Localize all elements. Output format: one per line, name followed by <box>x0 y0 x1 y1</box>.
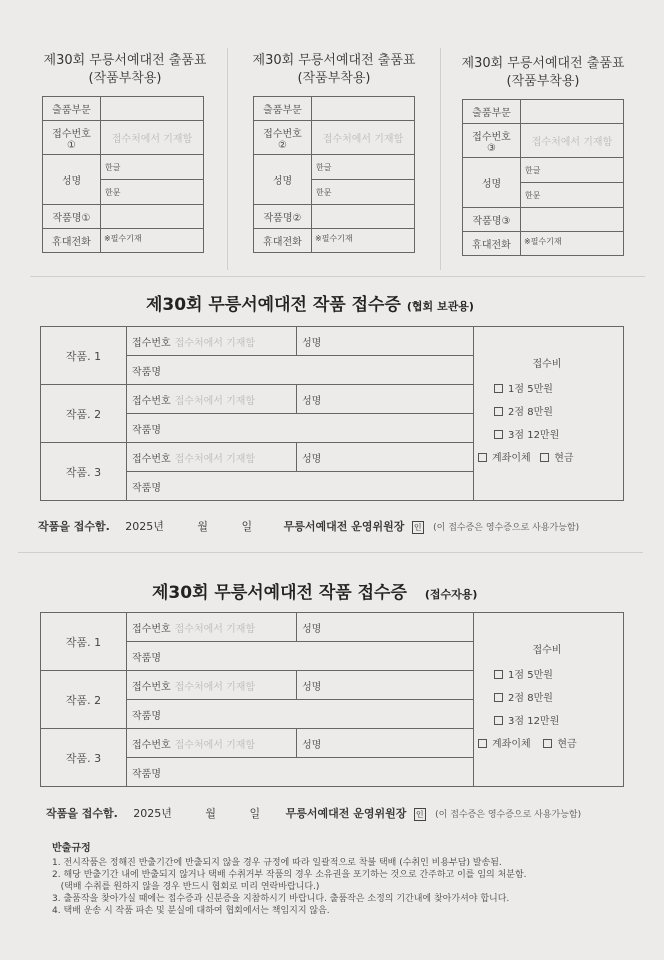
fee-option-3[interactable]: 3점 12만원 <box>494 426 618 441</box>
name-label: 성명 <box>43 155 101 205</box>
division-field[interactable] <box>521 100 624 124</box>
fee-panel <box>474 327 624 501</box>
receipt-no-cell: 접수번호 접수처에서 기재함 <box>127 613 297 642</box>
fee-title: 접수비 <box>532 359 562 370</box>
rule-line: (택배 수취를 원하지 않을 경우 반드시 협회로 미리 연락바랍니다.) <box>52 882 320 892</box>
receipt-confirm: 작품을 접수함. 2025년 월 일 무릉서예대전 운영위원장 인 (이 접수증은 영수증으로 사용가능함) <box>38 520 580 533</box>
item-label: 작품. 3 <box>41 443 127 501</box>
name-hanja-field[interactable]: 한문 <box>312 180 415 205</box>
receipt-no-cell: 접수번호 접수처에서 기재함 <box>127 443 297 472</box>
work-field[interactable] <box>101 205 204 229</box>
checkbox <box>494 670 503 679</box>
checkbox <box>543 739 552 748</box>
seal-mark: 인 <box>415 810 424 819</box>
phone-label: 휴대전화 <box>43 229 101 253</box>
name-label: 성명 <box>254 155 312 205</box>
checkbox <box>478 739 487 748</box>
receipt-no-field: 접수처에서 기재함 <box>521 124 624 158</box>
payment-options[interactable]: 계좌이체 현금 <box>478 449 618 464</box>
rule-line: 3. 출품작을 찾아가실 때에는 접수증과 신분증을 지참하시기 바랍니다. 출품작은 소정의 기간내에 찾아가셔야 합니다. <box>52 894 510 904</box>
receipt-no-cell: 접수번호 접수처에서 기재함 <box>127 385 297 414</box>
receipt-no-label: 접수번호 ① <box>43 121 101 155</box>
receipt-suffix: (접수자용) <box>424 588 478 601</box>
entry-tag-1 <box>30 52 220 253</box>
name-cell[interactable]: 성명 <box>297 729 474 758</box>
fee-title: 접수비 <box>532 645 562 656</box>
receipt-suffix: (협회 보관용) <box>406 300 474 313</box>
work-field[interactable] <box>312 205 415 229</box>
section-divider <box>18 552 643 553</box>
work-cell[interactable]: 작품명 <box>127 758 474 787</box>
name-cell[interactable]: 성명 <box>297 443 474 472</box>
tag-title: 제30회 무릉서예대전 출품표 <box>252 53 416 68</box>
division-label: 출품부문 <box>463 100 521 124</box>
fee-option-2[interactable]: 2점 8만원 <box>494 403 618 418</box>
work-field[interactable] <box>521 208 624 232</box>
column-divider <box>440 48 441 270</box>
work-cell[interactable]: 작품명 <box>127 414 474 443</box>
receipt-no-cell: 접수번호 접수처에서 기재함 <box>127 729 297 758</box>
receipt-no-label: 접수번호 ② <box>254 121 312 155</box>
entry-tag-3 <box>448 55 638 256</box>
tag-title: 제30회 무릉서예대전 출품표 <box>43 53 207 68</box>
name-cell[interactable]: 성명 <box>297 385 474 414</box>
phone-field[interactable]: ※필수기재 <box>101 229 204 253</box>
name-hanja-field[interactable]: 한문 <box>521 183 624 208</box>
phone-field[interactable]: ※필수기재 <box>521 232 624 256</box>
receipt-title: 제30회 무릉서예대전 작품 접수증 (협회 보관용) <box>146 295 474 315</box>
name-cell[interactable]: 성명 <box>297 327 474 356</box>
entry-tag-2 <box>239 52 429 253</box>
phone-label: 휴대전화 <box>463 232 521 256</box>
tag-title: 제30회 무릉서예대전 출품표 <box>461 56 625 71</box>
rules-title: 반출규정 <box>52 843 91 854</box>
name-hangul-field[interactable]: 한글 <box>521 158 624 183</box>
receipt-no-cell: 접수번호 접수처에서 기재함 <box>127 327 297 356</box>
checkbox <box>494 716 503 725</box>
receipt-no-field: 접수처에서 기재함 <box>312 121 415 155</box>
tag-table <box>462 99 624 256</box>
receipt-no-label: 접수번호 ③ <box>463 124 521 158</box>
name-label: 성명 <box>463 158 521 208</box>
item-label: 작품. 3 <box>41 729 127 787</box>
name-hangul-field[interactable]: 한글 <box>312 155 415 180</box>
checkbox <box>540 453 549 462</box>
fee-option-1[interactable]: 1점 5만원 <box>494 666 618 681</box>
item-label: 작품. 1 <box>41 327 127 385</box>
payment-options[interactable]: 계좌이체 현금 <box>478 735 618 750</box>
checkbox <box>494 407 503 416</box>
tag-subtitle: (작품부착용) <box>297 71 371 86</box>
fee-option-3[interactable]: 3점 12만원 <box>494 712 618 727</box>
return-rules <box>52 843 527 917</box>
work-label: 작품명③ <box>463 208 521 232</box>
tag-table <box>253 96 415 253</box>
section-divider <box>30 276 645 277</box>
work-cell[interactable]: 작품명 <box>127 700 474 729</box>
receipt-no-cell: 접수번호 접수처에서 기재함 <box>127 671 297 700</box>
work-label: 작품명① <box>43 205 101 229</box>
item-label: 작품. 2 <box>41 385 127 443</box>
fee-option-2[interactable]: 2점 8만원 <box>494 689 618 704</box>
checkbox <box>494 693 503 702</box>
work-label: 작품명② <box>254 205 312 229</box>
name-hanja-field[interactable]: 한문 <box>101 180 204 205</box>
checkbox <box>494 384 503 393</box>
item-label: 작품. 2 <box>41 671 127 729</box>
name-cell[interactable]: 성명 <box>297 671 474 700</box>
item-label: 작품. 1 <box>41 613 127 671</box>
receipt-table <box>40 326 624 501</box>
fee-panel <box>474 613 624 787</box>
checkbox <box>478 453 487 462</box>
work-cell[interactable]: 작품명 <box>127 356 474 385</box>
receipt-no-field: 접수처에서 기재함 <box>101 121 204 155</box>
tag-subtitle: (작품부착용) <box>88 71 162 86</box>
checkbox <box>494 430 503 439</box>
phone-field[interactable]: ※필수기재 <box>312 229 415 253</box>
rule-line: 4. 택배 운송 시 작품 파손 및 분실에 대하여 협회에서는 책임지지 않음. <box>52 906 330 916</box>
fee-option-1[interactable]: 1점 5만원 <box>494 380 618 395</box>
seal-mark: 인 <box>413 523 422 532</box>
division-label: 출품부문 <box>43 97 101 121</box>
phone-label: 휴대전화 <box>254 229 312 253</box>
division-field[interactable] <box>101 97 204 121</box>
rule-line: 1. 전시작품은 정해진 반출기간에 반출되지 않을 경우 규정에 따라 일괄적으로 착불 택배 (수취인 비용부담) 발송됨. <box>52 858 502 868</box>
rule-line: 2. 해당 반출기간 내에 반출되지 않거나 택배 수취거부 작품의 경우 소유권을 포기하는 것으로 간주하고 이를 임의 처분함. <box>52 870 527 880</box>
work-cell[interactable]: 작품명 <box>127 472 474 501</box>
division-field[interactable] <box>312 97 415 121</box>
name-cell[interactable]: 성명 <box>297 613 474 642</box>
receipt-confirm: 작품을 접수함. 2025년 월 일 무릉서예대전 운영위원장 인 (이 접수증은 영수증으로 사용가능함) <box>46 807 582 820</box>
tag-table <box>42 96 204 253</box>
work-cell[interactable]: 작품명 <box>127 642 474 671</box>
name-hangul-field[interactable]: 한글 <box>101 155 204 180</box>
tag-subtitle: (작품부착용) <box>506 74 580 89</box>
division-label: 출품부문 <box>254 97 312 121</box>
column-divider <box>227 48 228 270</box>
receipt-table <box>40 612 624 787</box>
receipt-title: 제30회 무릉서예대전 작품 접수증 (접수자용) <box>152 583 478 603</box>
